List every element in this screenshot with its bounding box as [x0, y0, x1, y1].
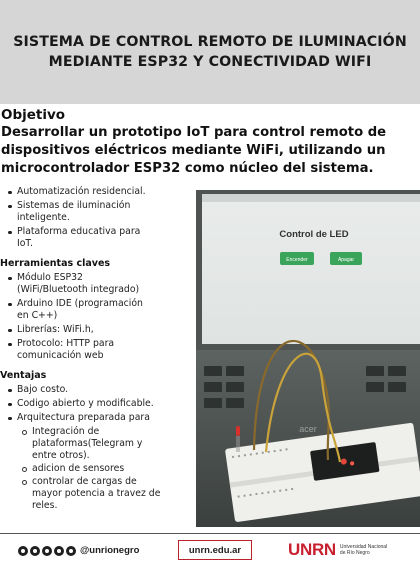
- objective-heading: Objetivo: [1, 107, 66, 123]
- sub-list-item: adicion de sensores: [0, 463, 196, 475]
- led: [236, 426, 240, 436]
- applications-list: [0, 186, 196, 250]
- university-logo: [288, 540, 392, 560]
- university-name: Universidad Nacional de Río Negro: [339, 544, 388, 556]
- objective-line: microcontrolador ESP32 como núcleo del sistema.: [1, 161, 374, 176]
- list-item: Sistemas de iluminación inteligente.: [0, 200, 196, 224]
- laptop-screen: [202, 194, 420, 344]
- list-item: Librerías: WiFi.h,: [0, 324, 196, 336]
- list-item: Codigo abierto y modificable.: [0, 398, 196, 410]
- sub-list-item: Integración de plataformas(Telegram y entre otros).: [0, 426, 196, 462]
- laptop-brand: acer: [299, 424, 317, 434]
- poster-header: [0, 0, 420, 104]
- list-item: Bajo costo.: [0, 384, 196, 396]
- list-item: Protocolo: HTTP para comunicación web: [0, 338, 196, 362]
- list-item: Arduino IDE (programación en C++): [0, 298, 196, 322]
- footer-divider: [0, 533, 420, 534]
- on-button-label: Encender: [286, 257, 308, 263]
- twitter-icon[interactable]: [42, 546, 52, 556]
- list-item: Arquitectura preparada para: [0, 412, 196, 424]
- off-button-label: Apagar: [337, 257, 355, 263]
- youtube-icon[interactable]: [54, 546, 64, 556]
- linkedin-icon[interactable]: [66, 546, 76, 556]
- objective-line: dispositivos eléctricos mediante WiFi, utilizando un: [1, 143, 386, 158]
- objective-text: [1, 124, 419, 178]
- footer: [0, 536, 420, 573]
- facebook-icon[interactable]: [18, 546, 28, 556]
- tools-list: [0, 272, 196, 362]
- poster-title: [10, 32, 410, 72]
- prototype-photo: [196, 190, 420, 527]
- left-column: [0, 186, 196, 513]
- list-item: Plataforma educativa para IoT.: [0, 226, 196, 250]
- screen-title: Control de LED: [279, 229, 349, 240]
- unrn-logo: UNRN: [288, 540, 336, 559]
- social-links: [18, 545, 139, 556]
- sub-list-item: controlar de cargas de mayor potencia a travez de reles.: [0, 476, 196, 512]
- title-line-1: SISTEMA DE CONTROL REMOTO DE ILUMINACIÓN: [13, 34, 407, 50]
- social-handle[interactable]: @unrionegro: [80, 545, 140, 556]
- list-item: Módulo ESP32 (WiFi/Bluetooth integrado): [0, 272, 196, 296]
- list-item: Automatización residencial.: [0, 186, 196, 198]
- advantages-heading: Ventajas: [0, 370, 47, 381]
- title-line-2: MEDIANTE ESP32 Y CONECTIVIDAD WIFI: [48, 54, 372, 70]
- instagram-icon[interactable]: [30, 546, 40, 556]
- objective-line: Desarrollar un prototipo IoT para control remoto de: [1, 125, 387, 140]
- prototype-illustration: [196, 190, 420, 527]
- tools-heading: Herramientas claves: [0, 258, 111, 269]
- website-link[interactable]: unrn.edu.ar: [178, 540, 252, 560]
- advantages-list: [0, 384, 196, 512]
